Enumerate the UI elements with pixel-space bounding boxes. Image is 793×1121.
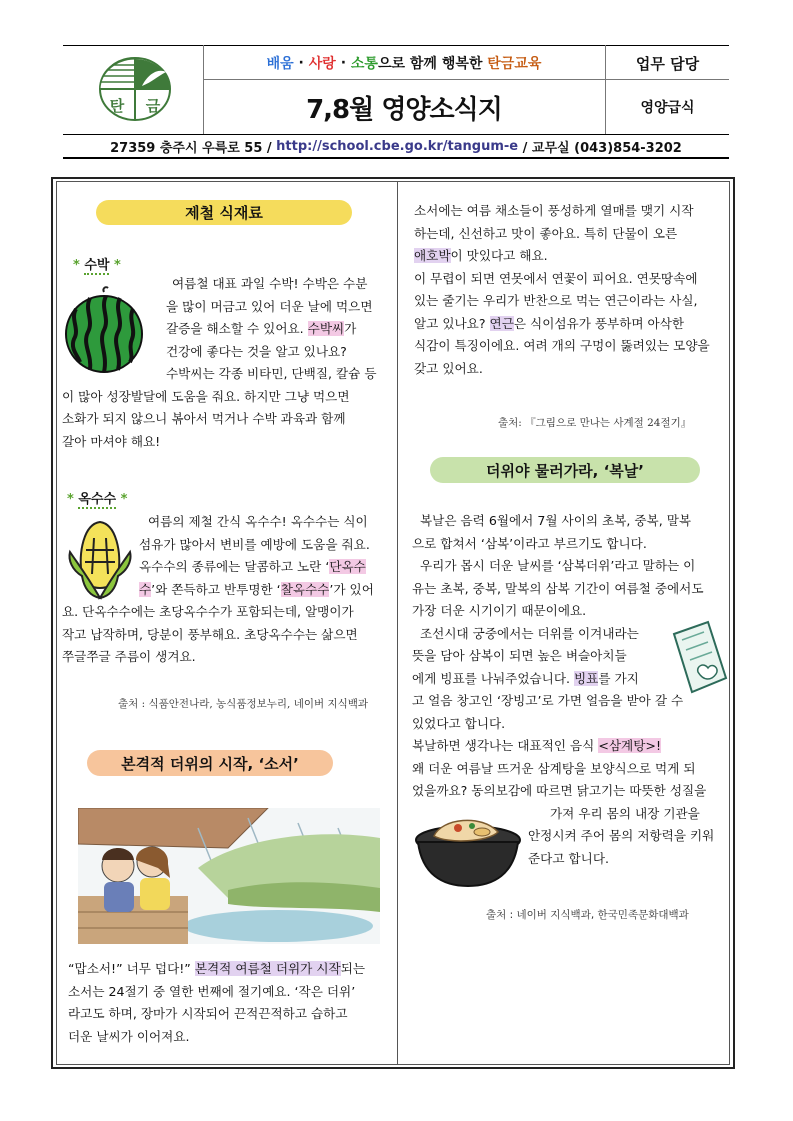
school-url-link[interactable]: http://school.cbe.go.kr/tangum-e bbox=[276, 138, 519, 154]
text-line: 소화가 되지 않으니 볶아서 먹거나 수박 과육과 함께 bbox=[62, 411, 346, 426]
text-line: 를 가지 bbox=[598, 670, 639, 686]
text-line: 고 얼음 창고인 ‘장빙고’로 가면 얼음을 받아 갈 수 bbox=[412, 693, 684, 708]
text-line: 건강에 좋다는 것을 알고 있나요? bbox=[166, 343, 347, 359]
star-icon: * bbox=[114, 258, 121, 273]
corn-heading-text: 옥수수 bbox=[78, 492, 117, 507]
text-line: 우리가 몹시 더운 날씨를 ‘삼복더위’라고 말하는 이 bbox=[420, 558, 696, 573]
text-line: 있었다고 합니다. bbox=[412, 715, 506, 731]
text-line: ’가 있어 bbox=[329, 581, 374, 597]
text-line: 가 bbox=[344, 321, 357, 336]
highlight-zucchini: 애호박 bbox=[414, 248, 451, 263]
slogan-mid: 으로 함께 행복한 bbox=[377, 56, 488, 72]
address-line bbox=[63, 136, 729, 156]
text-line: 준다고 합니다. bbox=[528, 850, 609, 866]
text-line: 갈아 마셔야 해요! bbox=[62, 433, 161, 449]
samgyetang-icon bbox=[412, 810, 524, 890]
highlight-ice-ticket: 빙표 bbox=[574, 670, 599, 686]
text-line: 가장 더운 시기이기 때문이에요. bbox=[412, 603, 587, 618]
address-bottom-rule bbox=[63, 157, 729, 159]
text-line: 었을까요? 동의보감에 따르면 닭고기는 따뜻한 성질을 bbox=[412, 783, 707, 798]
highlight-samgyetang: <삼계탕>! bbox=[598, 738, 661, 753]
text-line: 복날하면 생각나는 대표적인 음식 bbox=[412, 738, 599, 753]
text-line: 라고도 하며, 장마가 시작되어 끈적끈적하고 습하고 bbox=[68, 1006, 348, 1021]
text-line: 섬유가 많아서 변비를 예방에 도움을 줘요. bbox=[139, 536, 370, 552]
text-line: 있는 줄기는 우리가 반찬으로 먹는 연근이라는 사실, bbox=[414, 293, 698, 308]
text-line: 에게 빙표를 나눠주었습니다. bbox=[412, 670, 574, 686]
text-line: 이 맛있다고 해요. bbox=[450, 248, 548, 263]
highlight-sweet-corn: 단옥수 bbox=[329, 559, 366, 574]
logo-text-left: 탄 bbox=[109, 97, 125, 115]
text-line: 작고 납작하며, 당분이 풍부해요. 초당옥수수는 삶으면 bbox=[62, 626, 358, 642]
text-line: 조선시대 궁중에서는 더위를 이겨내라는 bbox=[420, 625, 639, 641]
text-line: 하는데, 신선하고 맛이 좋아요. 특히 단물이 오른 bbox=[414, 225, 678, 241]
slogan bbox=[203, 47, 605, 79]
star-icon: * bbox=[120, 492, 128, 507]
corn-source: 출처 : 식품안전나라, 농식품정보누리, 네이버 지식백과 bbox=[118, 698, 369, 710]
text-line: 갖고 있어요. bbox=[414, 360, 483, 376]
text-line: ’와 쫀득하고 반투명한 ‘ bbox=[151, 581, 281, 597]
text-line: 갈증을 해소할 수 있어요. bbox=[166, 321, 308, 336]
boknal-source: 출처 : 네이버 지식백과, 한국민족문화대백과 bbox=[486, 909, 689, 921]
text-line: 쭈글쭈글 주름이 생겨요. bbox=[62, 649, 196, 664]
corn-heading bbox=[67, 488, 127, 507]
highlight-watermelon-seed: 수박씨 bbox=[307, 321, 345, 336]
section-title-soseo: 본격적 더위의 시작, ‘소서’ bbox=[87, 750, 333, 776]
text-line: 뜻을 담아 삼복이 되면 높은 벼슬아치들 bbox=[412, 648, 627, 663]
section-title-seasonal: 제철 식재료 bbox=[96, 200, 352, 225]
text-line: 여름의 제철 간식 옥수수! 옥수수는 식이 bbox=[148, 514, 368, 529]
section-title-boknal: 더위야 물러가라, ‘복날’ bbox=[430, 457, 700, 483]
star-icon: * bbox=[73, 258, 80, 273]
text-line: 으로 합쳐서 ‘삼복’이라고 부르기도 합니다. bbox=[412, 535, 647, 551]
highlight-sweet-corn: 수 bbox=[139, 581, 152, 597]
text-line: 가져 우리 몸의 내장 기관을 bbox=[550, 805, 700, 821]
slogan-word-love: 사랑 bbox=[308, 56, 336, 72]
soseo-text bbox=[68, 958, 396, 1048]
corn-text bbox=[62, 511, 392, 669]
text-line: 옥수수의 종류에는 달콤하고 노란 ‘ bbox=[139, 559, 330, 574]
soseo-illustration bbox=[78, 808, 380, 944]
role-label: 업무 담당 bbox=[635, 54, 700, 73]
slogan-word-learning: 배움 bbox=[266, 56, 294, 72]
role-value: 영양급식 bbox=[640, 100, 695, 116]
text-line: 복날은 음력 6월에서 7월 사이의 초복, 중복, 말복 bbox=[420, 513, 692, 528]
phone-text: / 교무실 (043)854-3202 bbox=[518, 140, 682, 156]
text-line: 여름철 대표 과일 수박! 수박은 수분 bbox=[172, 276, 368, 291]
watermelon-text bbox=[62, 273, 392, 453]
text-line: 소서는 24절기 중 열한 번째에 절기예요. ‘작은 더위’ bbox=[68, 983, 356, 999]
watermelon-heading bbox=[73, 254, 121, 273]
slogan-word-education: 탄금교육 bbox=[487, 56, 542, 72]
watermelon-heading-text: 수박 bbox=[84, 258, 110, 273]
column-divider bbox=[397, 181, 398, 1065]
text-line: 더운 날씨가 이어져요. bbox=[68, 1028, 190, 1044]
highlight-summer-heat: 본격적 여름철 더위가 시작 bbox=[194, 961, 341, 976]
text-line: 수박씨는 각종 비타민, 단백질, 칼슘 등 bbox=[166, 366, 377, 381]
text-line: 소서에는 여름 채소들이 풍성하게 열매를 맺기 시작 bbox=[414, 203, 694, 218]
page-title: 7,8월 영양소식지 bbox=[306, 94, 502, 125]
header-top-rule bbox=[63, 45, 729, 46]
text-line: 유는 초복, 중복, 말복의 삼복 기간이 여름철 중에서도 bbox=[412, 580, 704, 596]
text-line: 이 많아 성장발달에 도움을 줘요. 하지만 그냥 먹으면 bbox=[62, 388, 350, 404]
text-line: 은 식이섬유가 풍부하며 아삭한 bbox=[513, 315, 685, 331]
header-bottom-rule bbox=[63, 134, 729, 135]
school-logo bbox=[98, 56, 172, 122]
slogan-sep: · bbox=[335, 55, 351, 71]
slogan-word-communication: 소통 bbox=[350, 56, 378, 72]
soseo-source: 출처: 『그림으로 만나는 사계절 24절기』 bbox=[498, 417, 692, 429]
slogan-sep: · bbox=[293, 55, 309, 71]
logo-text-right: 금 bbox=[145, 97, 161, 115]
text-line: 요. 단옥수수에는 초당옥수수가 포함되는데, 알맹이가 bbox=[62, 604, 354, 619]
text-line: 을 많이 머금고 있어 더운 날에 먹으면 bbox=[166, 298, 373, 314]
soseo-continued-text bbox=[414, 200, 730, 380]
text-line: 알고 있나요? bbox=[414, 315, 490, 331]
address-text: 27359 충주시 우륵로 55 / bbox=[110, 140, 277, 156]
star-icon: * bbox=[67, 492, 74, 507]
text-line: 되는 bbox=[340, 961, 366, 976]
highlight-lotus-root: 연근 bbox=[489, 315, 514, 331]
text-line: 안정시켜 주어 몸의 저항력을 키워 bbox=[528, 828, 715, 843]
text-line: 이 무렵이 되면 연못에서 연꽃이 피어요. 연못땅속에 bbox=[414, 270, 698, 286]
text-line: 식감이 특징이에요. 여려 개의 구멍이 뚫려있는 모양을 bbox=[414, 338, 710, 353]
text-line: 왜 더운 여름날 뜨거운 삼계탕을 보양식으로 먹게 되 bbox=[412, 760, 696, 776]
text-line: “맙소서!” 너무 덥다!” bbox=[68, 961, 195, 976]
highlight-waxy-corn: 찰옥수수 bbox=[280, 581, 330, 597]
